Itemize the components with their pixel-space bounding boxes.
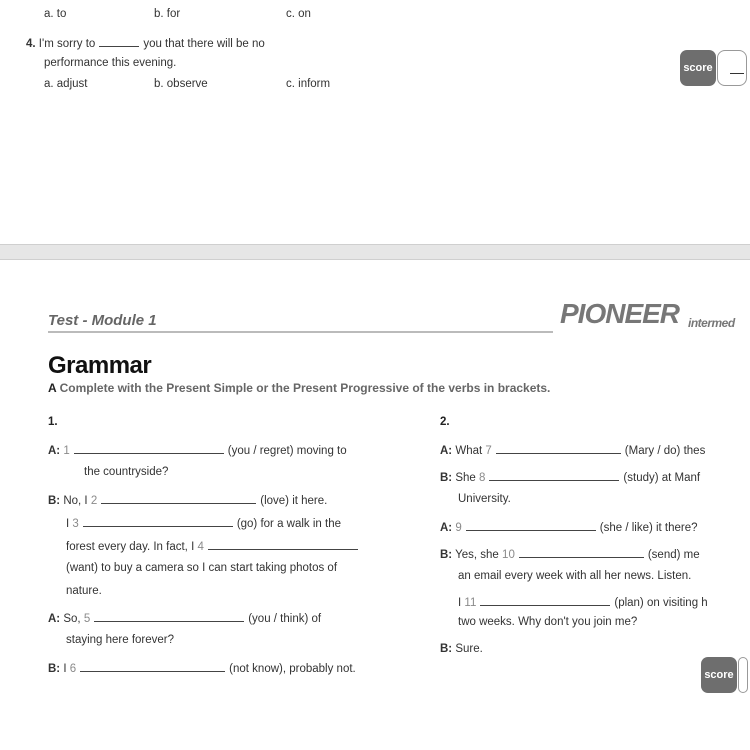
answer-blank[interactable] (480, 595, 610, 606)
score-badge: score (701, 657, 737, 693)
page-separator (0, 244, 750, 260)
q4-line2: performance this evening. (44, 57, 177, 69)
answer-blank[interactable] (83, 516, 233, 527)
line-text: Yes, she (455, 549, 499, 561)
speaker-label: B: (48, 495, 61, 507)
q4-number: 4. (26, 38, 36, 50)
q4-text: I'm sorry to (38, 38, 96, 50)
q4-line1 (26, 36, 265, 50)
line-text: forest every day. In fact, I (66, 541, 195, 553)
dialogue-line (66, 634, 174, 646)
answer-blank[interactable] (496, 443, 621, 454)
dialogue-line (458, 493, 511, 505)
line-text: No, I (63, 495, 88, 507)
q4-text: you that there will be no (143, 38, 265, 50)
speaker-label: B: (440, 643, 453, 655)
level-label: intermed (688, 316, 735, 330)
brand-logo: PIONEER (560, 298, 680, 329)
section-title: Grammar (48, 352, 152, 379)
line-text: (you / think) of (248, 613, 322, 625)
dialogue-line (66, 516, 341, 530)
line-text: the countryside? (84, 466, 169, 478)
dialogue-line (440, 547, 700, 561)
speaker-label: A: (48, 445, 61, 457)
dialogue2-number: 2. (440, 416, 450, 428)
answer-blank[interactable] (489, 470, 619, 481)
line-text: (she / like) it there? (599, 522, 698, 534)
line-text: I (458, 597, 462, 609)
line-text: So, (63, 613, 81, 625)
line-text: staying here forever? (66, 634, 175, 646)
instruction (48, 381, 550, 395)
item-number: 6 (69, 663, 77, 675)
answer-blank[interactable] (208, 539, 358, 550)
dialogue-line (458, 616, 637, 628)
dialogue-line (48, 661, 356, 675)
dialogue-line (48, 443, 347, 457)
line-text: (send) me (647, 549, 700, 561)
line-text: (go) for a walk in the (236, 518, 341, 530)
dialogue-line (440, 520, 698, 534)
line-text: (you / regret) moving to (227, 445, 347, 457)
dialogue-line (66, 585, 102, 597)
dialogue-line (440, 470, 700, 484)
dialogue-line (440, 443, 705, 457)
item-number: 8 (479, 472, 486, 484)
speaker-label: B: (48, 663, 61, 675)
score-badge: score (680, 50, 716, 86)
line-text: nature. (66, 585, 102, 597)
instruction-letter: A (48, 381, 57, 395)
item-number: 4 (197, 541, 204, 553)
dialogue-line (458, 570, 691, 582)
line-text: Sure. (455, 643, 483, 655)
line-text: (study) at Manf (623, 472, 701, 484)
dialogue-line (440, 643, 483, 655)
q4-option-c: c. inform (286, 78, 331, 90)
score-line (730, 73, 744, 74)
speaker-label: A: (440, 445, 453, 457)
q3-option-a: a. to (44, 8, 67, 20)
item-number: 2 (90, 495, 98, 507)
instruction-text: Complete with the Present Simple or the Present Progressive of the verbs in brackets. (59, 381, 551, 395)
q3-option-b: b. for (154, 8, 181, 20)
dialogue-line (48, 611, 321, 625)
q3-option-c: c. on (286, 8, 311, 20)
q4-option-b: b. observe (154, 78, 208, 90)
header-rule (48, 331, 553, 333)
line-text: (Mary / do) thes (624, 445, 706, 457)
dialogue1-number: 1. (48, 416, 58, 428)
item-number: 9 (455, 522, 462, 534)
answer-blank[interactable] (80, 661, 225, 672)
line-text: She (455, 472, 476, 484)
module-title: Test - Module 1 (48, 312, 157, 329)
dialogue-line (66, 539, 362, 553)
item-number: 3 (72, 518, 79, 530)
speaker-label: B: (440, 549, 453, 561)
line-text: (not know), probably not. (229, 663, 356, 675)
line-text: I (63, 663, 67, 675)
item-number: 11 (464, 597, 477, 609)
line-text: (plan) on visiting h (614, 597, 708, 609)
score-box[interactable] (738, 657, 748, 693)
item-number: 10 (502, 549, 515, 561)
q4-option-a: a. adjust (44, 78, 88, 90)
dialogue-line (458, 595, 708, 609)
line-text: I (66, 518, 70, 530)
speaker-label: A: (48, 613, 61, 625)
dialogue-line (84, 466, 168, 478)
line-text: University. (458, 493, 511, 505)
answer-blank[interactable] (99, 36, 139, 47)
speaker-label: A: (440, 522, 453, 534)
answer-blank[interactable] (466, 520, 596, 531)
dialogue-line (48, 493, 327, 507)
answer-blank[interactable] (101, 493, 256, 504)
score-box[interactable] (717, 50, 747, 86)
line-text: What (455, 445, 483, 457)
speaker-label: B: (440, 472, 453, 484)
dialogue-line (66, 562, 337, 574)
line-text: two weeks. Why don't you join me? (458, 616, 638, 628)
item-number: 7 (485, 445, 492, 457)
item-number: 1 (63, 445, 70, 457)
line-text: an email every week with all her news. Listen. (458, 570, 692, 582)
line-text: (want) to buy a camera so I can start taking photos of (66, 562, 338, 574)
answer-blank[interactable] (94, 611, 244, 622)
answer-blank[interactable] (519, 547, 644, 558)
item-number: 5 (83, 613, 91, 625)
answer-blank[interactable] (74, 443, 224, 454)
line-text: (love) it here. (260, 495, 328, 507)
